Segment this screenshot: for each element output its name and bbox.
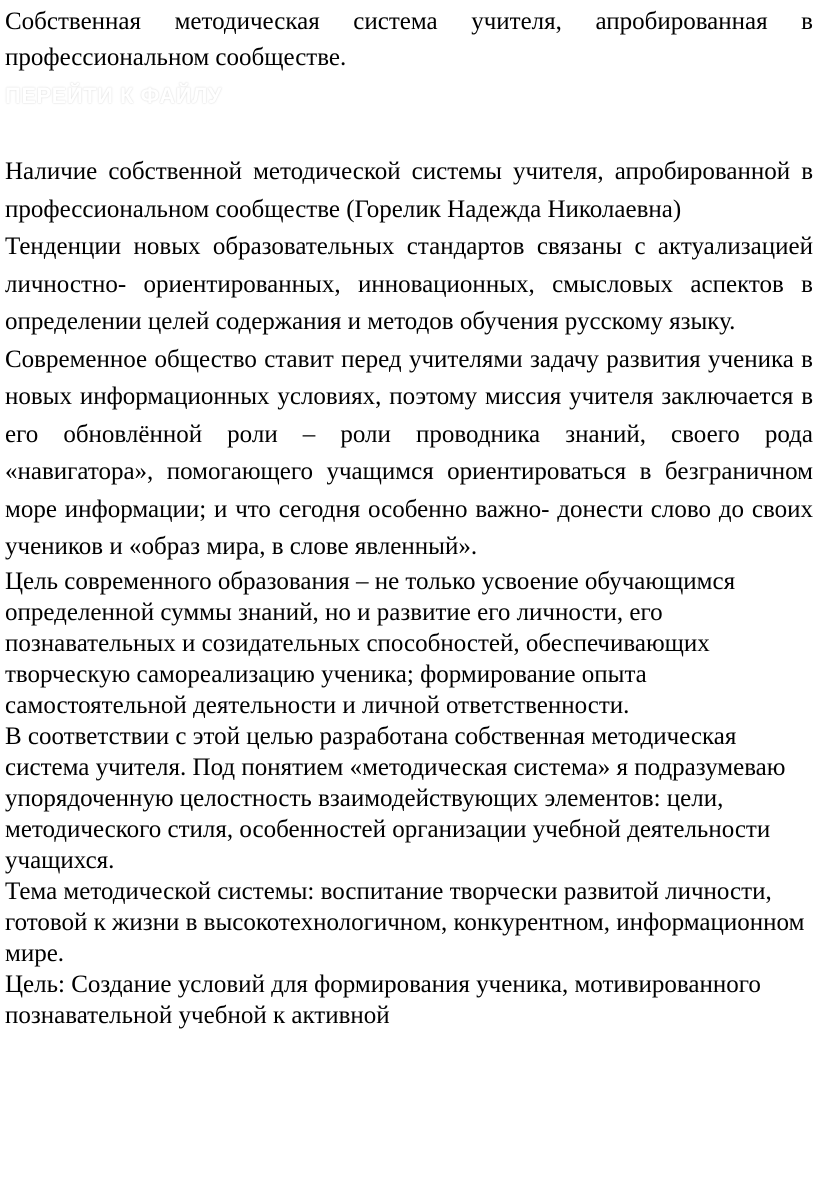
paragraph-aim: Цель: Создание условий для формирования ученика, мотивированного познавательной учебной к активной [5, 970, 761, 1029]
paragraph-theme: Тема методической системы: воспитание творчески развитой личности, готовой к жизни в высокотехнологичном, конкурентном, информационном мире. [5, 877, 805, 967]
document-page [5, 0, 813, 1031]
goto-file-link[interactable]: ПЕРЕЙТИ К ФАЙЛУ [5, 83, 223, 108]
document-heading: Наличие собственной методической системы учителя, апробированной в профессиональном сообществе (Горелик Надежда Николаевна) [5, 158, 813, 223]
document-title: Собственная методическая система учителя, апробированная в профессиональном сообществе. [5, 8, 813, 71]
paragraph-society: Современное общество ставит перед учителями задачу развития ученика в новых информационных условиях, поэтому миссия учителя заключается в его обновлённой роли – роли проводника знаний, своего рода «навигатора», помогающего учащимся ориентироваться в безграничном море информации; и что сегодня особенно важно- донести слово до своих учеников и «образ мира, в слове явленный». [5, 345, 813, 560]
paragraph-goal: Цель современного образования – не только усвоение обучающимся определенной суммы знаний, но и развитие его личности, его познавательных и созидательных способностей, обеспечивающих творческую самореализацию ученика; формирование опыта самостоятельной деятельности и личной ответственности. [5, 567, 736, 719]
paragraph-standards: Тенденции новых образовательных стандартов связаны с актуализацией личностно- ориентированных, инновационных, смысловых аспектов в определении целей содержания и методов обучения русскому языку. [5, 233, 813, 335]
paragraph-method-system: В соответствии с этой целью разработана собственная методическая система учителя. Под понятием «методическая система» я подразумеваю упорядоченную целостность взаимодействующих элементов: цели, методического стиля, особенностей организации учебной деятельности учащихся. [5, 722, 786, 874]
